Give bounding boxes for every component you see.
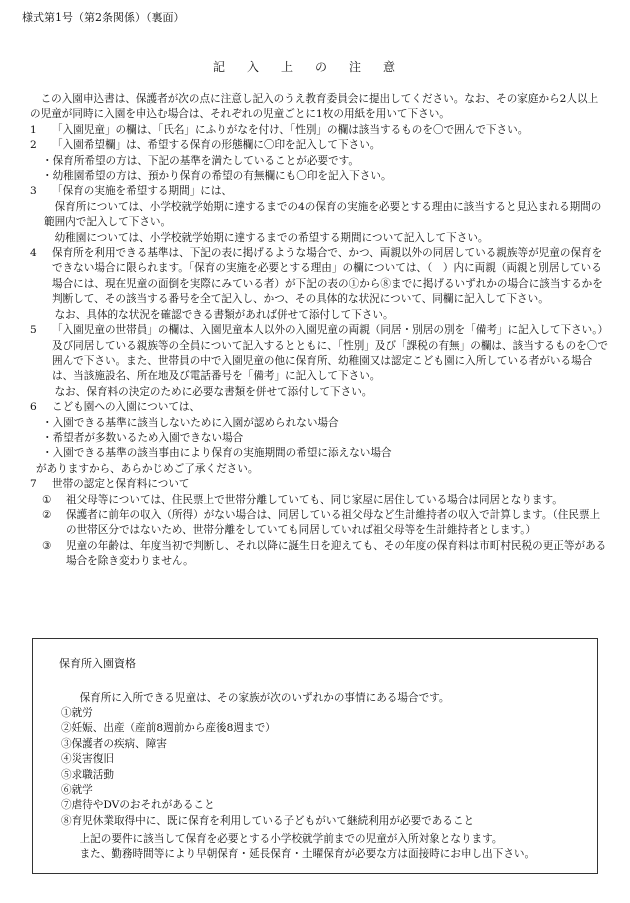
sub-number: ② bbox=[42, 508, 52, 521]
box-footer bbox=[69, 832, 595, 863]
footer-line: 上記の要件に該当して保育を必要とする小学校就学前までの児童が入所対象となります。 bbox=[79, 833, 503, 845]
note-item-2 bbox=[30, 138, 608, 153]
note-item-7 bbox=[30, 477, 608, 492]
note-number: 3 bbox=[30, 185, 37, 198]
note-3-sub: 幼稚園については、小学校就学始期に達するまでの希望する期間について記入して下さい。 bbox=[54, 231, 489, 244]
note-7-sub bbox=[30, 539, 608, 570]
note-number: 4 bbox=[30, 247, 37, 260]
note-7-sub bbox=[30, 493, 608, 508]
note-6-bullet: ・希望者が多数いるため入園できない場合 bbox=[42, 431, 244, 444]
note-7-sub bbox=[30, 508, 608, 539]
eligibility-list bbox=[61, 706, 591, 829]
page-title: 記入上の注意 bbox=[212, 60, 417, 74]
sub-number: ③ bbox=[42, 539, 52, 552]
note-item-6 bbox=[30, 400, 608, 415]
box-title: 保育所入園資格 bbox=[59, 657, 136, 670]
note-2-bullet: ・幼稚園希望の方は、預かり保育の希望の有無欄にも〇印を記入下さい。 bbox=[42, 170, 392, 183]
note-item-5 bbox=[30, 323, 608, 385]
note-2-bullet: ・保育所希望の方は、下記の基準を満たしていることが必要です。 bbox=[42, 154, 359, 167]
note-6-bullet: ・入園できる基準に該当しないために入園が認められない場合 bbox=[42, 416, 339, 429]
note-item-4 bbox=[30, 246, 608, 308]
note-text: 「保育の実施を希望する期間」には、 bbox=[52, 185, 233, 198]
note-text: こども園への入園については、 bbox=[52, 401, 201, 414]
footer-line: また、勤務時間等により早朝保育・延長保育・土曜保育が必要な方は面接時にお申し出下さい。 bbox=[79, 848, 536, 861]
note-item-1 bbox=[30, 123, 608, 138]
list-item: ②妊娠、出産（産前8週前から産後8週まで） bbox=[61, 722, 276, 735]
list-item: ⑥就学 bbox=[61, 784, 93, 797]
note-text: 保育所を利用できる基準は、下記の表に掲げるような場合で、かつ、両親以外の同居している親族等が児童の保育をできない場合に限られます。「保育の実施を必要とする理由」の欄については、（ ）内に両親（両親と別居している場合には、現在児童の面倒を実際にみている者）が下記の表の①から⑧までに掲げるいずれかの場合に該当するかを判断して、その該当する番号を全て記入し、かつ、その具体的な状況について、同欄に記入して下さい。 bbox=[52, 247, 603, 306]
sub-text: 祖父母等については、住民票上で世帯分離していても、同じ家屋に居住している場合は同居となります。 bbox=[66, 493, 563, 506]
list-item: ④災害復旧 bbox=[61, 753, 114, 766]
note-4-remark: なお、具体的な状況を確認できる書類があれば併せて添付して下さい。 bbox=[54, 308, 394, 321]
intro-paragraph: この入園申込書は、保護者が次の点に注意し記入のうえ教育委員会に提出してください。なお、その家庭から2人以上の児童が同時に入園を申込む場合は、それぞれの児童ごとに1枚の用紙を用いて下さい。 bbox=[30, 93, 599, 121]
note-5-remark: なお、保育料の決定のために必要な書類を併せて添付して下さい。 bbox=[54, 385, 373, 398]
note-item-3 bbox=[30, 184, 608, 199]
box-intro: 保育所に入所できる児童は、その家族が次のいずれかの事情にある場合です。 bbox=[79, 692, 450, 704]
note-6-tail: がありますから、あらかじめご了承ください。 bbox=[36, 462, 259, 475]
sub-text: 保護者に前年の収入（所得）がない場合は、同居している祖父母など生計維持者の収入で計算します。（住民票上の世帯区分ではないため、世帯分離をしていても同居していれば祖父母等を生計維持者とします。） bbox=[66, 508, 601, 537]
note-number: 2 bbox=[30, 139, 37, 152]
note-number: 5 bbox=[30, 324, 37, 337]
note-text: 「入園児童」の欄は、「氏名」にふりがなを付け、「性別」の欄は該当するものを〇で囲んで下さい。 bbox=[52, 123, 529, 136]
eligibility-box bbox=[32, 638, 598, 874]
note-text: 「入園児童の世帯員」の欄は、入園児童本人以外の入園児童の両親（同居・別居の別を「備考」に記入して下さい。）及び同居している親族等の全員について記入するとともに、「性別」及び「課税の有無」の欄は、該当するものを〇で囲んで下さい。また、世帯員の中で入園児童の他に保育所、幼稚園又は認定こども園に入所している者がいる場合は、当該施設名、所在地及び電話番号を「備考」に記入して下さい。 bbox=[52, 324, 608, 383]
list-item: ⑤求職活動 bbox=[61, 768, 114, 781]
notes-section bbox=[30, 92, 608, 570]
note-number: 1 bbox=[30, 123, 37, 136]
note-3-sub: 保育所については、小学校就学始期に達するまでの4の保育の実施を必要とする理由に該当すると見込まれる期間の範囲内で記入して下さい。 bbox=[44, 200, 602, 229]
note-number: 7 bbox=[30, 478, 37, 491]
note-6-bullet: ・入園できる基準の該当事由により保育の実施期間の希望に添えない場合 bbox=[42, 447, 392, 460]
note-number: 6 bbox=[30, 401, 37, 414]
list-item: ③保護者の疾病、障害 bbox=[61, 737, 167, 750]
sub-number: ① bbox=[42, 493, 52, 506]
list-item: ⑦虐待やDVのおそれがあること bbox=[61, 799, 215, 812]
note-text: 世帯の認定と保育料について bbox=[52, 478, 190, 491]
note-text: 「入園希望欄」は、希望する保育の形態欄に〇印を記入して下さい。 bbox=[52, 139, 381, 152]
form-number: 様式第1号（第2条関係）（裏面） bbox=[22, 11, 185, 24]
sub-text: 児童の年齢は、年度当初で判断し、それ以降に誕生日を迎えても、その年度の保育料は市町村民税の更正等がある場合を除き変わりません。 bbox=[66, 539, 607, 568]
list-item: ⑧育児休業取得中に、既に保育を利用している子どもがいて継続利用が必要であること bbox=[61, 814, 475, 827]
list-item: ①就労 bbox=[61, 707, 93, 719]
